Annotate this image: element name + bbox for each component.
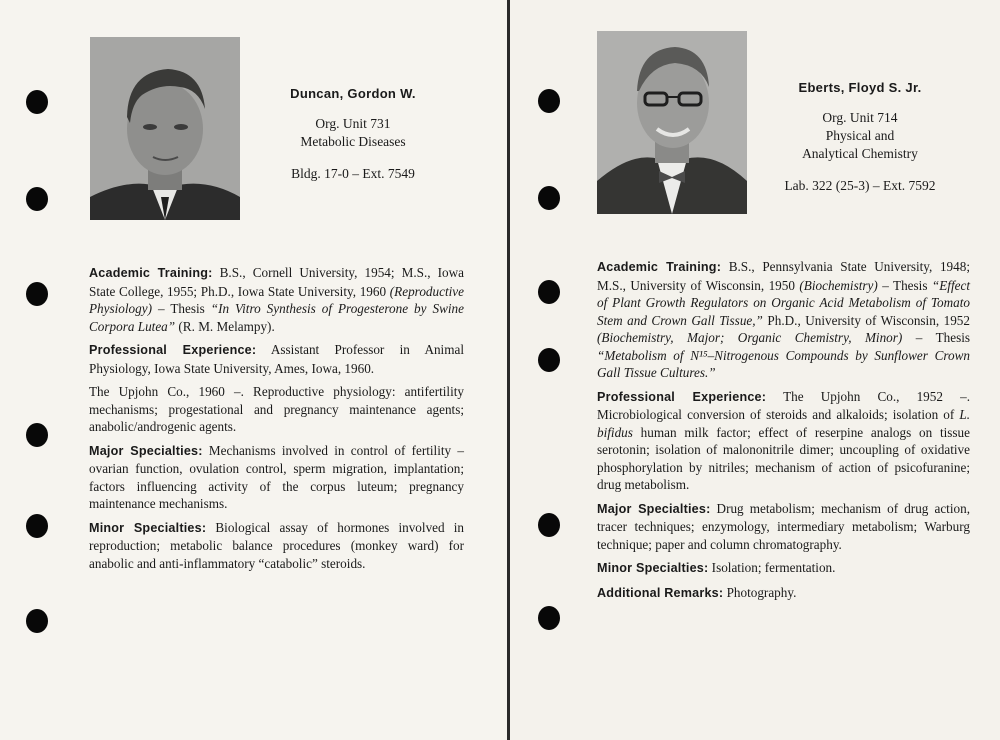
section-label: Professional Experience: [89,343,257,357]
binder-hole [538,513,560,537]
page-spine [507,0,510,740]
binder-hole [26,90,48,114]
person-name: Eberts, Floyd S. Jr. [798,80,922,95]
department: Metabolic Diseases [300,134,406,149]
professional-experience-upjohn: The Upjohn Co., 1960 –. Reproductive physiology: antifertility mechanisms; progestational and pregnancy maintenance agents; anabolic/androgenic agents. [89,384,464,434]
section-label: Academic Training: [597,260,722,274]
binder-hole [538,606,560,630]
portrait-photo-duncan [90,37,240,220]
org-unit: Org. Unit 731 [315,116,391,131]
binder-hole [26,187,48,211]
professional-experience: Professional Experience: The Upjohn Co., 1952 –. Microbiological conversion of steroids and alkaloids; isolation of L. bifidus human milk factor; effect of reserpine analogs on tissue serotonin; isolation of malononitrile dimer; uncoupling of oxidative phosphorylation by nitriles; mechanism of action of psicofuranine; drug metabolism. [597,388,971,492]
binder-hole [538,348,560,372]
additional-remarks: Additional Remarks: Photography. [597,584,797,600]
location-extension: Lab. 322 (25-3) – Ext. 7592 [784,178,936,193]
section-label: Minor Specialties: [597,561,709,575]
binder-hole [26,282,48,306]
section-label: Minor Specialties: [89,520,207,535]
person-name: Duncan, Gordon W. [290,86,416,101]
bio-eberts [597,258,970,608]
major-specialties: Major Specialties: Drug metabolism; mechanism of drug action, tracer techniques; enzymology, intermediary metabolism; Warburg technique; paper and column chromatography. [597,500,970,552]
location-extension: Bldg. 17-0 – Ext. 7549 [291,166,415,181]
section-label: Professional Experience: [597,389,767,404]
academic-training: Academic Training: B.S., Cornell University, 1954; M.S., Iowa State College, 1955; Ph.D., Iowa State University, 1960 (Reproductive Physiology) – Thesis “In Vitro Synthesis of Progesterone by Swine Corpora Lutea” (R. M. Melampy). [89,265,464,334]
minor-specialties: Minor Specialties: Biological assay of hormones involved in reproduction; metabolic balance procedures (monkey ward) for anabolic and anti-inflammatory “catabolic” steroids. [89,519,465,571]
binder-hole [538,186,560,210]
section-label: Additional Remarks: [597,585,724,600]
binder-hole [26,423,48,447]
portrait-photo-eberts [597,31,747,214]
section-label: Academic Training: [89,266,213,280]
binder-hole [538,89,560,113]
major-specialties: Major Specialties: Mechanisms involved in control of fertility – ovarian function, ovulation control, sperm migration, implantation; factors influencing activity of the corpus luteum; pregnancy maintenance mechanisms. [89,442,464,511]
binder-hole [26,514,48,538]
department: Analytical Chemistry [802,146,918,161]
minor-specialties: Minor Specialties: Isolation; fermentation. [597,560,836,575]
section-label: Major Specialties: [89,443,203,458]
section-label: Major Specialties: [597,501,711,516]
binder-hole [26,609,48,633]
professional-experience: Professional Experience: Assistant Professor in Animal Physiology, Iowa State University, Ames, Iowa, 1960. [89,342,465,376]
academic-training: Academic Training: B.S., Pennsylvania State University, 1948; M.S., University of Wisconsin, 1950 (Biochemistry) – Thesis “Effect of Plant Growth Regulators on Organic Acid Metabolism of Tomato Stem and Crown Gall Tissue,” Ph.D., University of Wisconsin, 1952 (Biochemistry, Major; Organic Chemistry, Minor) – Thesis “Metabolism of N¹⁵–Nitrogenous Compounds by Sunflower Crown Gall Tissue Cultures.” [597,259,970,380]
binder-hole [538,280,560,304]
bio-duncan [89,264,464,578]
department: Physical and [825,128,895,143]
header-duncan [268,86,438,183]
header-eberts [770,80,950,195]
org-unit: Org. Unit 714 [822,110,898,125]
